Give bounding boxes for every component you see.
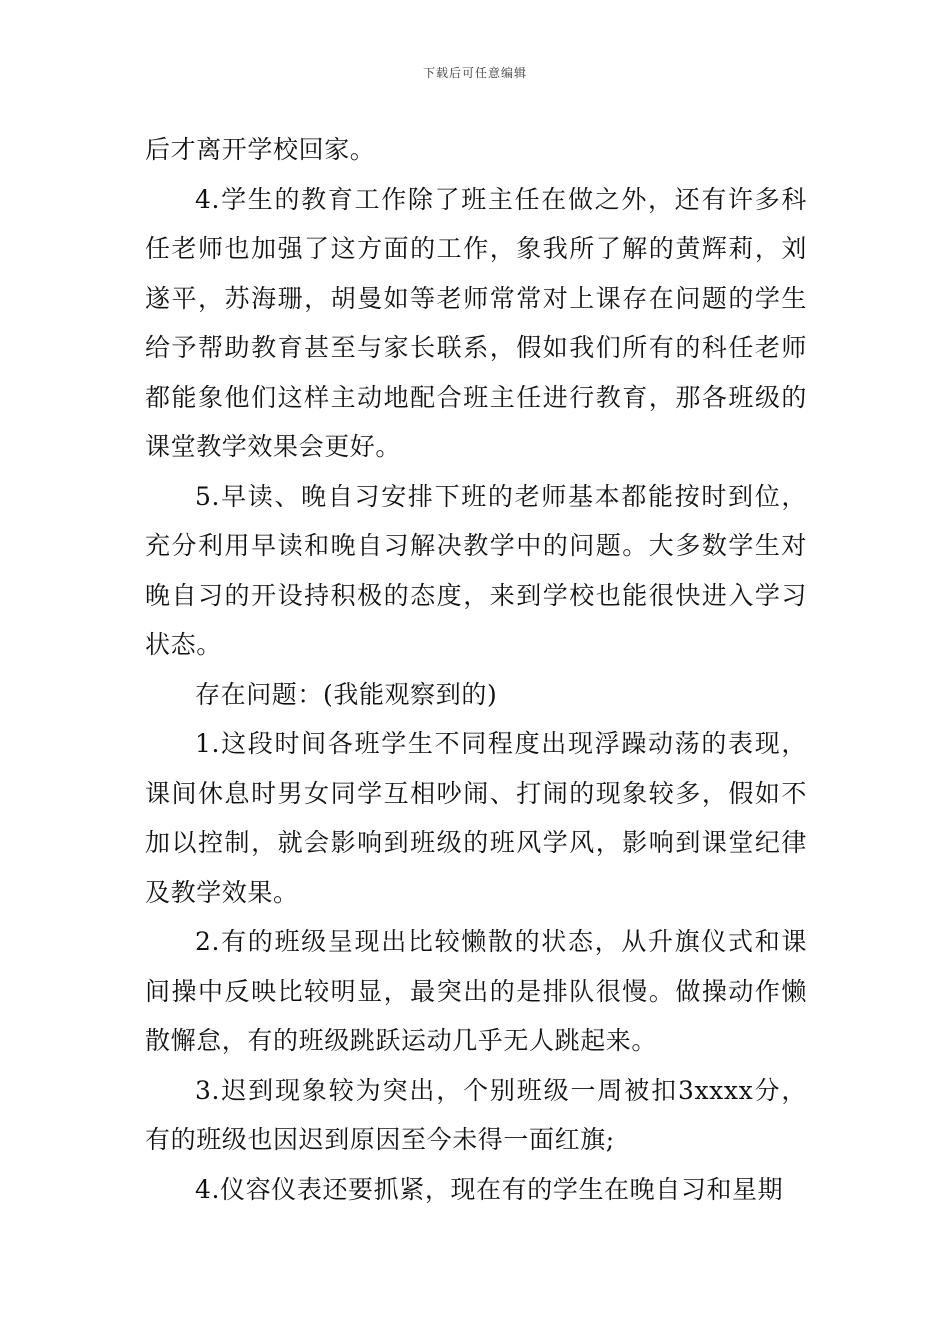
paragraph-problem-1: 1.这段时间各班学生不同程度出现浮躁动荡的表现，课间休息时男女同学互相吵闹、打闹的现象较多，假如不加以控制，就会影响到班级的班风学风，影响到课堂纪律及教学效果。: [145, 729, 807, 907]
paragraph-continuation: 后才离开学校回家。: [145, 135, 376, 164]
section-heading-problems: 存在问题：(我能观察到的): [195, 679, 498, 709]
paragraph-problem-4: 4.仪容仪表还要抓紧，现在有的学生在晚自习和星期: [195, 1174, 784, 1204]
paragraph-problem-3: 3.迟到现象较为突出，个别班级一周被扣3xxxx分，有的班级也因迟到原因至今未得一面红旗;: [145, 1075, 807, 1154]
document-body: [145, 125, 807, 1214]
paragraph-item-4-teachers: 4.学生的教育工作除了班主任在做之外，还有许多科任老师也加强了这方面的工作，象我所了解的黄辉莉，刘遂平，苏海珊，胡曼如等老师常常对上课存在问题的学生给予帮助教育甚至与家长联系，假如我们所有的科任老师都能象他们这样主动地配合班主任进行教育，那各班级的课堂教学效果会更好。: [145, 184, 807, 461]
paragraph-item-5-self-study: 5.早读、晚自习安排下班的老师基本都能按时到位，充分利用早读和晚自习解决教学中的问题。大多数学生对晚自习的开设持积极的态度，来到学校也能很快进入学习状态。: [145, 481, 807, 659]
page-header: 下载后可任意编辑: [422, 66, 527, 80]
paragraph-problem-2: 2.有的班级呈现出比较懒散的状态，从升旗仪式和课间操中反映比较明显，最突出的是排队很慢。做操动作懒散懈怠，有的班级跳跃运动几乎无人跳起来。: [145, 927, 807, 1055]
